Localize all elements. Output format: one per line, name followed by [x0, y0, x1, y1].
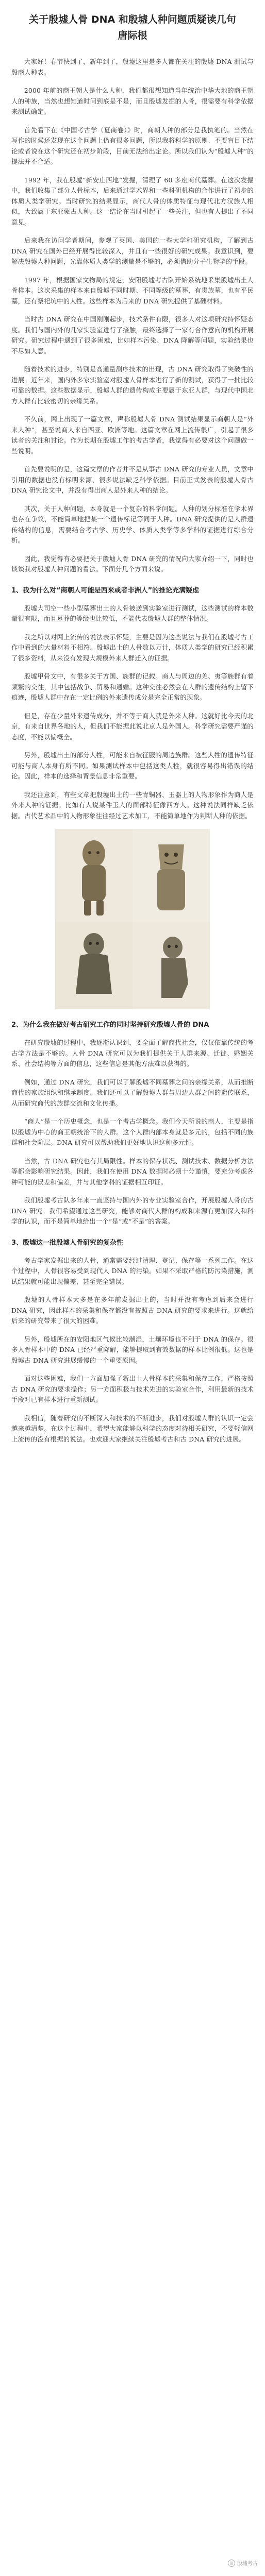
paragraph: 首先看下在《中国考古学（夏商卷）》时，商朝人种的部分是我执笔的。当然在写作的时候还发现在这个问题上仍有很多问题，所以我将科学的原则、不要盲目下结论或者说在这个研究还在初步阶段，目前无法给出定论。所以我们认为“殷墟人种”的提法并不合适。: [11, 126, 254, 165]
paragraph: 但是，存在少量外来遗传成分，并不等于商人就是外来人种。这就好比今天的北京，有来自世界各地的人，但我们不能据此说北京人是外国人。科学研究需要严谨的态度，不能以偏概全。: [11, 711, 254, 741]
paragraph: 殷墟甲骨文中，有很多关于方国、族群的记载。商人与周边的羌、夷等族群有着频繁的交往，其中包括战争、贸易和通婚。这种交往必然会在人群的遗传结构上留下痕迹，殷墟人群中存在一定比例的外来遗传成分是完全正常的现象。: [11, 672, 254, 701]
section-heading: 3、殷墟这一批殷墟人骨研究的复杂性: [11, 1239, 124, 1247]
paragraph: 随着技术的进步，特别是高通量测序技术的出现，古 DNA 研究取得了突破性的进展。近年来，国内外多家实验室对殷墟人骨样本进行了新的测试，获得了一批比较可靠的数据。这些数据显示，殷墟人群的遗传构成主要属于东亚人群，与现代中国北方人群有比较密切的亲缘关系。: [11, 365, 254, 405]
intro-section: [11, 57, 254, 575]
paragraph: 当时古 DNA 研究在中国刚刚起步，技术条件有限，很多人对这项研究持怀疑态度。我们与国内外的几家实验室进行了接触，最终选择了一家有合作意向的机构开展研究。研究过程中遇到了很多困难，比如样本污染、DNA 降解等问题，实验结果也不尽如人意。: [11, 315, 254, 355]
paragraph: 后来我在访问学者期间，参观了英国、美国的一些大学和研究机构，了解到古 DNA 研究在国外已经开展得比较深入，并且有一些很好的研究成果。我意识到，要解决殷墟人种问题，光靠体质人类学的测量是不够的，必须借助分子生物学的手段。: [11, 236, 254, 265]
section-heading: 1、我为什么对“商朝人可能是西来或者非洲人”的推论充满疑虑: [11, 586, 200, 595]
watermark: [228, 2559, 258, 2567]
paragraph: 考古学家发掘出来的人骨，通常需要经过清理、登记、保存等一系列工作。在这个过程中，人骨很容易受到现代人 DNA 的污染。如果不采取严格的防污染措施，测试结果就可能出现偏差，甚至完全错误。: [11, 1256, 254, 1285]
paragraph: 另外，殷墟出土的部分人牲，可能来自被征服的周边族群。这些人牲的遗传特征可能与商人本身有所不同。如果测试样本中包括这类人牲，就很容易得出错误的结论。因此，样本的选择和背景信息非常重要。: [11, 751, 254, 780]
paragraph: 其次，关于人种问题，本身就是一个复杂的科学问题。人种的划分标准在学术界也存在争议，不能简单地把某一个遗传标记等同于人种。DNA 研究提供的是人群遗传结构的信息，需要结合考古学、历史学、体质人类学等多学科的证据进行综合分析。: [11, 504, 254, 544]
jade-figure-kneeling: [132, 922, 210, 1009]
paragraph: 2000 年前的商王朝人是什么人种，我们都很想知道当年统治中华大地的商王朝人的种族，当然也想知道时间到底是不是，而且殷墟发掘的人骨，很需要有科学依据来测试确定。: [11, 87, 254, 115]
paragraph: 另外，殷墟所在的安阳地区气候比较潮湿，土壤环境也不利于 DNA 的保存。很多人骨样本中的 DNA 已经严重降解，能够提取到有效数据的样本比例很低。这也是殷墟古 DNA 研究进展缓慢的一个重要原因。: [11, 1335, 254, 1364]
author-byline: 唐际根: [118, 30, 147, 41]
paragraph: 殷墟的人骨样本大多是在多年前发掘出土的，当时并没有考虑到后来会进行 DNA 研究，因此样本的采集和保存都没有按照古 DNA 研究的要求来进行。这就给后来的研究带来了很大的困难。: [11, 1296, 254, 1325]
paragraph: 殷墟大司空一些小型墓葬出土的人骨被送到实验室进行测试，这些测试的样本数量很有限，而且墓葬的等级也比较低，不能代表殷墟人群的整体情况。: [11, 604, 254, 622]
section-1: [11, 585, 254, 1010]
paragraph: 大家好！春节快到了，新年到了，殷墟这里是多人都在关注的殷墟 DNA 测试与殷商人种表。: [11, 58, 254, 76]
paragraph: 1992 年，我在殷墟“新安庄西地”发掘，清理了 60 多座商代墓葬。在这次发掘中，我们收集了部分人骨标本，后来通过学术界和一些科研机构的合作进行了初步的体质人类学研究。当时研究的结果显示，商代人骨的体质特征与现代北方汉族人相似，大致属于东亚蒙古人种。这一结论在当时引起了一些关注，但也有人提出了不同意见。: [11, 176, 254, 226]
title-main: 关于殷墟人骨 DNA 和殷墟人种问题质疑读几句: [29, 14, 236, 25]
paragraph: 因此，我觉得有必要把关于殷墟人骨 DNA 研究的情况向大家介绍一下，同时也谈谈我对殷墟人种问题的看法。下面分几个方面来说。: [11, 554, 254, 573]
jade-figures-photo: [55, 829, 210, 1009]
paragraph: 我还注意到，有些文章把殷墟出土的一些青铜器、玉器上的人物形象作为商人是外来人种的证据。比如有人说某件玉人的面部特征像西方人。这种说法同样缺乏依据。古代艺术品中的人物形象往往经过艺术加工，不能简单地作为判断人种的依据。: [11, 790, 254, 820]
watermark-text: 殷墟考古: [237, 2561, 258, 2567]
paragraph: 面对这些困难，我们一方面加强了新出土人骨样本的采集和保存工作，严格按照古 DNA 研究的要求操作；另一方面积极与技术先进的实验室合作，利用最新的技术手段对已有样本进行重新测试。: [11, 1375, 254, 1403]
watermark-logo-icon: ◎: [228, 2560, 235, 2567]
jade-figure-seated: [55, 922, 132, 1009]
paragraph: 首先要说明的是，这篇文章的作者并不是从事古 DNA 研究的专业人员，文章中引用的数据也没有标明来源，很多说法缺乏科学依据。目前正式发表的殷墟人骨古 DNA 研究论文中，并没有得出商人是外来人种的结论。: [11, 465, 254, 494]
section-3: [11, 1238, 254, 1445]
paragraph: 我们殷墟考古队多年来一直坚持与国内外的专业实验室合作，开展殷墟人骨的古 DNA 研究。我们希望通过这些研究，能够对商代人群的构成和来源有更加深入和科学的认识，而不是简单地给出一个“是”或“不是”的答案。: [11, 1196, 254, 1225]
paragraph: 当然，古 DNA 研究也有其局限性。样本的保存状况、测试技术、数据分析方法等都会影响研究结果。因此，我们在使用 DNA 数据时必须十分谨慎，要充分考虑各种可能的误差和偏差，并与其他学科的证据相互印证。: [11, 1157, 254, 1186]
jade-figure-masked: [132, 829, 210, 922]
section-heading: 2、为什么我在做好考古研究工作的同时坚持研究殷墟人骨的 DNA: [11, 1021, 209, 1029]
paragraph: 我之所以对网上流传的说法表示怀疑，主要是因为这些说法与我们在殷墟考古工作中看到的大量材料不相符。殷墟出土的人骨数以万计，体质人类学的研究已经积累了很多资料，从来没有发现大规模外来人群迁入的证据。: [11, 633, 254, 662]
jade-figure-standing: [55, 829, 132, 922]
paragraph: 1997 年，根据国家文物局的规定，安阳殷墟考古队开始系统地采集殷墟出土人骨样本。这次采集的样本来自殷墟不同时期、不同等级的墓葬，有贵族墓，也有平民墓，还有祭祀坑中的人牲。这些样本为后来的 DNA 研究提供了基础材料。: [11, 276, 254, 305]
section-2: [11, 1020, 254, 1227]
paragraph: 例如，通过 DNA 研究，我们可以了解殷墟不同墓葬之间的亲缘关系，从而推断商代的家族组织和继承制度。我们还可以了解殷墟人群与周边人群之间的遗传联系，从而研究商代的族群交流和文化传播。: [11, 1078, 254, 1107]
paragraph: 在研究殷墟的过程中，我逐渐认识到，要全面了解商代社会，仅仅依靠传统的考古学方法是不够的。人骨 DNA 研究可以为我们提供关于人群来源、迁徙、婚姻关系、社会结构等方面的信息，这些信息是其他方法难以获得的。: [11, 1039, 254, 1067]
article-title: [11, 12, 254, 43]
paragraph: “商人”是一个历史概念，也是一个考古学概念。我们今天所说的商人，主要是指以殷墟为中心的商王朝统治下的人群。这个人群内部本身就是多元的，包括不同的族群和社会阶层。DNA 研究可以帮助我们更好地认识这种多元性。: [11, 1117, 254, 1146]
paragraph: 不久前，网上出现了一篇文章，声称殷墟人骨 DNA 测试结果显示商朝人是“外来人种”，甚至说商人来自西亚、欧洲等地。这篇文章在网上流传很广，引起了很多读者的关注和讨论。作为长期在殷墟工作的考古学者，我觉得有必要对这个问题做一些说明。: [11, 415, 254, 455]
paragraph: 我相信，随着研究的不断深入和技术的不断进步，我们对殷墟人群的认识一定会越来越清楚。在这个过程中，希望大家能够以科学的态度对待相关研究，不要轻信网上流传的没有根据的说法。也欢迎大家继续关注殷墟考古和古 DNA 研究的进展。: [11, 1414, 254, 1443]
